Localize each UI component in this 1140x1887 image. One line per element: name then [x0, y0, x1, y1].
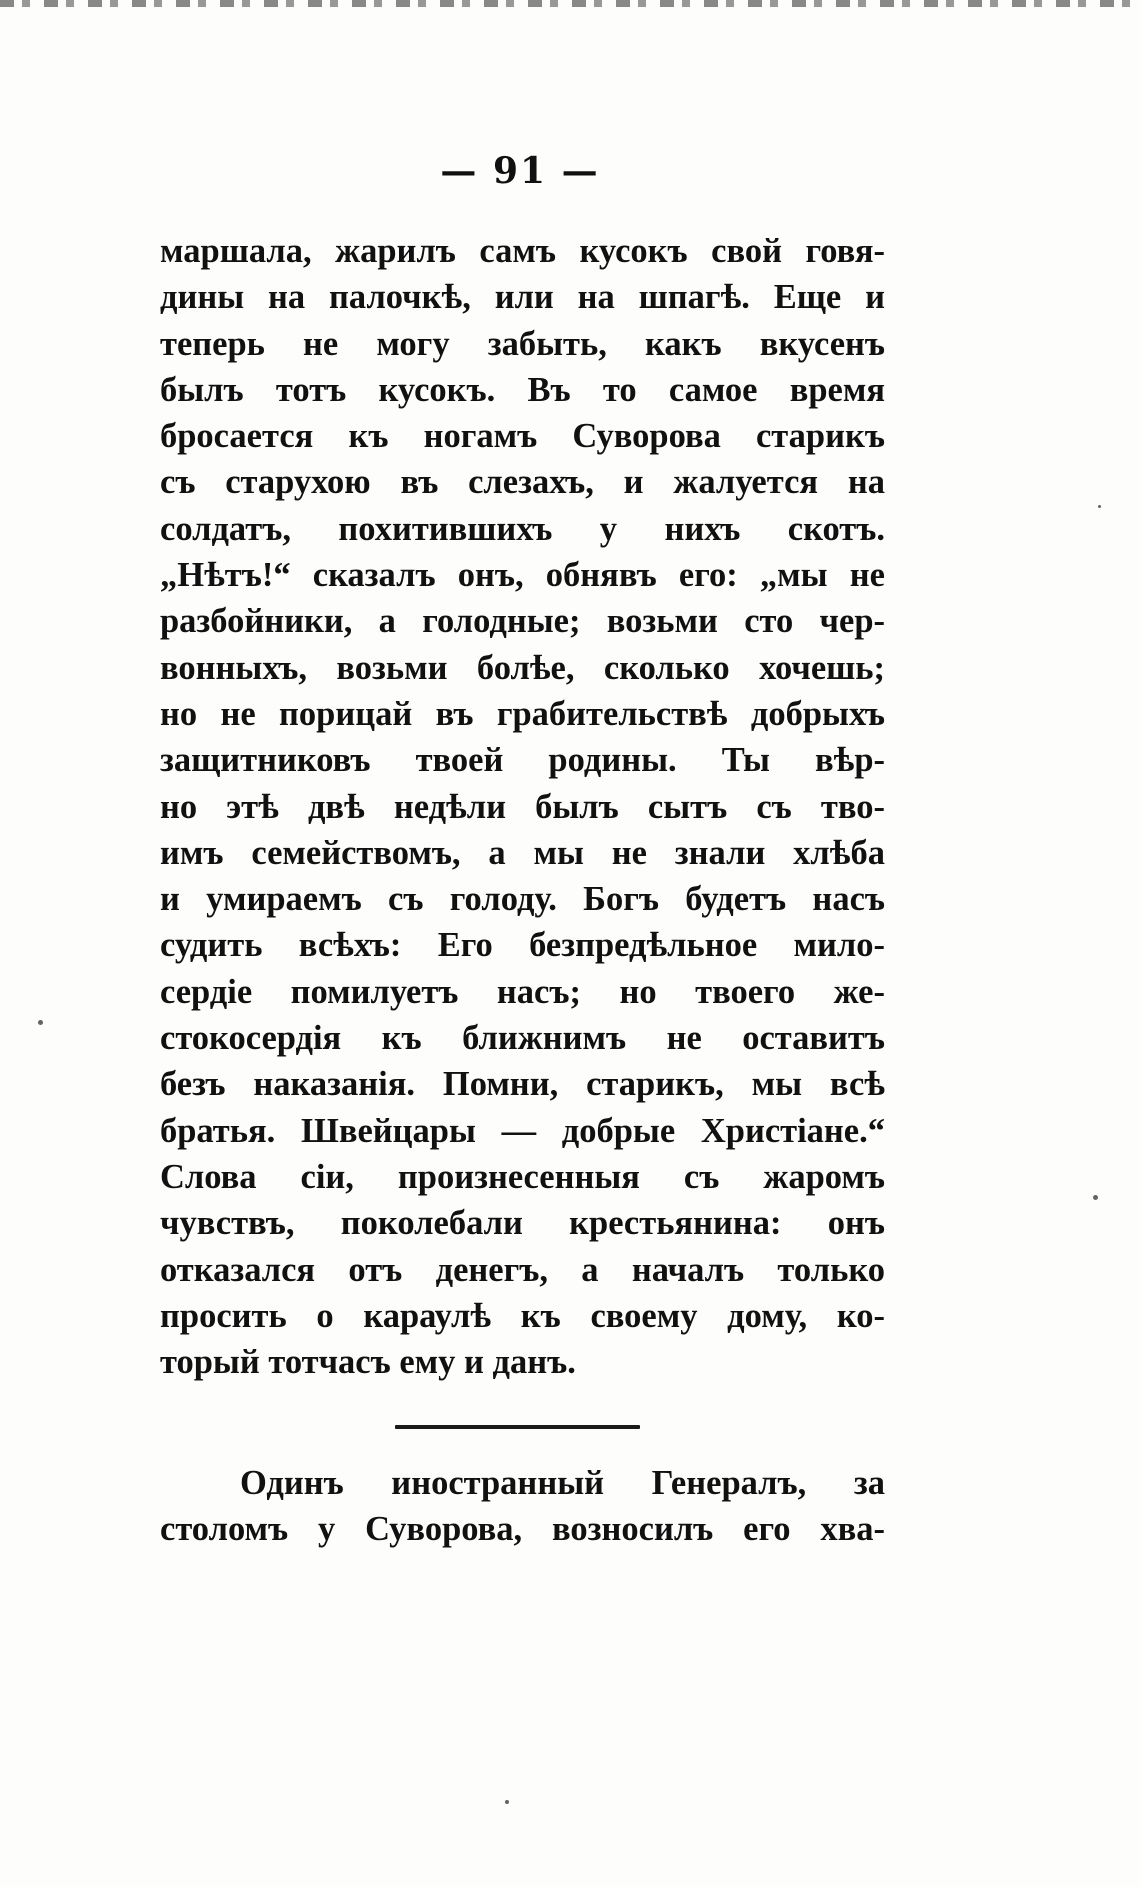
paper-speck — [505, 1800, 509, 1804]
text-line: судить всѣхъ: Его безпредѣльное мило- — [160, 926, 885, 965]
text-line: и умираемъ съ голоду. Богъ будетъ насъ — [160, 880, 885, 919]
text-line: Слова сіи, произнесенныя съ жаромъ — [160, 1157, 885, 1196]
section-divider — [395, 1425, 640, 1429]
paper-speck — [38, 1020, 43, 1025]
text-line: безъ наказанія. Помни, старикъ, мы всѣ — [160, 1065, 885, 1104]
text-line: маршала, жарилъ самъ кусокъ свой говя- — [160, 232, 885, 270]
paragraph-main — [160, 228, 885, 1385]
text-line: сердіе помилуетъ насъ; но твоего же- — [160, 972, 885, 1011]
text-line: братья. Швейцары — добрые Христіане.“ — [160, 1111, 885, 1150]
text-line: Одинъ иностранный Генералъ, за — [240, 1464, 885, 1502]
text-line: стокосердія къ ближнимъ не оставитъ — [160, 1019, 885, 1058]
text-line: разбойники, а голодные; возьми сто чер- — [160, 602, 885, 641]
text-line: просить о караулѣ къ своему дому, ко- — [160, 1296, 885, 1335]
text-line: вонныхъ, возьми болѣе, сколько хочешь; — [160, 648, 885, 687]
text-line: но не порицай въ грабительствѣ добрыхъ — [160, 694, 885, 733]
text-line: „Нѣтъ!“ сказалъ онъ, обнявъ его: „мы не — [160, 556, 885, 595]
text-line: бросается къ ногамъ Суворова старикъ — [160, 417, 885, 456]
text-line: защитниковъ твоей родины. Ты вѣр- — [160, 741, 885, 780]
text-line: теперь не могу забыть, какъ вкусенъ — [160, 324, 885, 363]
text-line: столомъ у Суворова, возносилъ его хва- — [160, 1510, 885, 1549]
text-line: чувствъ, поколебали крестьянина: онъ — [160, 1204, 885, 1243]
text-line: отказался отъ денегъ, а началъ только — [160, 1250, 885, 1289]
page-number: — 91 — — [440, 150, 600, 192]
text-line: былъ тотъ кусокъ. Въ то самое время — [160, 370, 885, 409]
paper-speck — [1093, 1195, 1098, 1200]
text-line: торый тотчасъ ему и данъ. — [160, 1343, 576, 1382]
paper-speck — [1098, 505, 1101, 508]
text-line: имъ семействомъ, а мы не знали хлѣба — [160, 833, 885, 872]
paragraph-next — [160, 1460, 885, 1553]
previous-page-edge — [0, 0, 1140, 7]
text-line: съ старухою въ слезахъ, и жалуется на — [160, 463, 885, 502]
text-line: но этѣ двѣ недѣли былъ сытъ съ тво- — [160, 787, 885, 826]
text-line: дины на палочкѣ, или на шпагѣ. Еще и — [160, 278, 885, 317]
text-line: солдатъ, похитившихъ у нихъ скотъ. — [160, 509, 885, 548]
